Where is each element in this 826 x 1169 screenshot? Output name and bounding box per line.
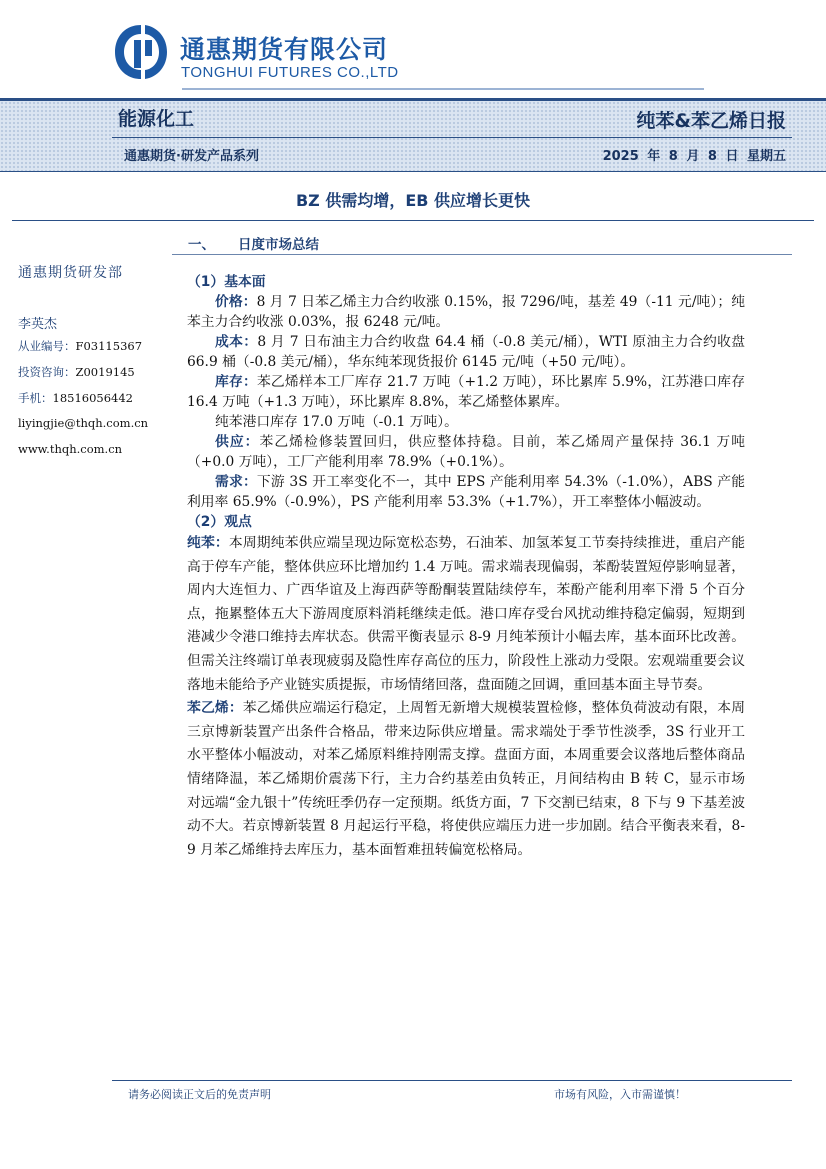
sidebar-phone bbox=[18, 390, 133, 406]
section-title-text: 日度市场总结 bbox=[238, 237, 319, 253]
section-title bbox=[188, 233, 319, 253]
sidebar-analyst: 李英杰 bbox=[18, 317, 58, 332]
cost-label: 成本： bbox=[215, 334, 258, 350]
bz-text: 本周期纯苯供应端呈现边际宽松态势，石油苯、加氢苯复工节奏持续推进，重启产能高于停车产能，整体供应环比增加约 1.4 万吨。需求端表现偏弱，苯酚装置短停影响显著，周内大连恒力、广西华谊及上海西萨等酚酮装置陆续停车，苯酚产能利用率下滑 5 个百分点，拖累整体五大下游周度原料消耗继续走低。港口库存受台风扰动维持稳定偏弱，短期到港减少令港口维持去库状态。供需平衡表显示 8-9 月纯苯预计小幅去库，基本面环比改善。但需关注终端订单表现疲弱及隐性库存高位的压力，阶段性上涨动力受限。宏观端重要会议落地未能给予产业链实质提振，市场情绪回落，盘面随之回调，重回基本面主导节奏。 bbox=[187, 535, 746, 693]
sidebar-website[interactable]: www.thqh.com.cn bbox=[18, 442, 123, 456]
report-headline: BZ 供需均增，EB 供应增长更快 bbox=[295, 191, 531, 210]
main-content bbox=[187, 272, 745, 862]
cost-text: 8 月 7 日布油主力合约收盘 64.4 桶（-0.8 美元/桶），WTI 原油主力合约收盘 66.9 桶（-0.8 美元/桶），华东纯苯现货报价 6145 元/吨（+50 元/吨）。 bbox=[187, 334, 745, 370]
sidebar-email[interactable]: liyingjie@thqh.com.cn bbox=[18, 416, 149, 430]
supply-text: 苯乙烯检修装置回归，供应整体持稳。目前，苯乙烯周产量保持 36.1 万吨（+0.0 万吨），工厂产能利用率 78.9%（+0.1%）。 bbox=[187, 434, 745, 470]
sidebar-department: 通惠期货研发部 bbox=[18, 265, 123, 281]
tonghui-logo-icon bbox=[112, 22, 170, 82]
supply-label: 供应： bbox=[215, 434, 260, 450]
footer-divider bbox=[112, 1080, 792, 1081]
eb-text: 苯乙烯供应端运行稳定，上周暂无新增大规模装置检修，整体负荷波动有限，本周三京博新装置产出条件合格品，带来边际供应增量。需求端处于季节性淡季，3S 行业开工水平整体小幅波动，对苯乙烯原料维持刚需支撑。盘面方面，本周重要会议落地后整体商品情绪降温，苯乙烯期价震荡下行，主力合约基差由负转正，月间结构由 B 转 C，显示市场对远端“金九银十”传统旺季仍存一定预期。纸货方面，7 下交割已结束，8 下与 9 下基差波动不大。若京博新装置 8 月起运行平稳，将使供应端压力进一步加剧。结合平衡表来看，8-9 月苯乙烯维持去库压力，基本面暂难扭转偏宽松格局。 bbox=[187, 700, 746, 858]
demand-paragraph bbox=[187, 472, 745, 512]
section-number: 一、 bbox=[188, 237, 215, 253]
inventory-paragraph-2: 纯苯港口库存 17.0 万吨（-0.1 万吨）。 bbox=[215, 414, 458, 430]
bz-label: 纯苯： bbox=[187, 535, 229, 551]
eb-view-paragraph bbox=[187, 697, 745, 862]
price-text: 8 月 7 日苯乙烯主力合约收涨 0.15%，报 7296/吨，基差 49（-11 元/吨）；纯苯主力合约收涨 0.03%，报 6248 元/吨。 bbox=[187, 294, 746, 330]
fundamentals-title: （1）基本面 bbox=[187, 274, 266, 290]
bz-view-paragraph bbox=[187, 532, 745, 697]
headline-divider bbox=[12, 220, 814, 221]
consult-value: Z0019145 bbox=[75, 365, 135, 379]
company-name-cn: 通惠期货有限公司 bbox=[180, 35, 389, 64]
sidebar-consult bbox=[18, 364, 135, 380]
sector-label: 能源化工 bbox=[118, 108, 195, 130]
logo-divider bbox=[182, 88, 704, 90]
banner-divider bbox=[112, 137, 792, 138]
report-name: 纯苯&苯乙烯日报 bbox=[636, 110, 786, 132]
demand-text: 下游 3S 开工率变化不一，其中 EPS 产能利用率 54.3%（-1.0%），ABS 产能利用率 65.9%（-0.9%），PS 产能利用率 53.3%（+1.7%），开工率整体小幅波动。 bbox=[187, 474, 746, 510]
section-divider bbox=[172, 254, 792, 255]
license-label: 从业编号： bbox=[18, 339, 76, 353]
series-label: 通惠期货·研发产品系列 bbox=[124, 149, 259, 164]
footer-risk-warning: 市场有风险，入市需谨慎！ bbox=[554, 1088, 686, 1101]
footer-disclaimer: 请务必阅读正文后的免责声明 bbox=[128, 1088, 271, 1101]
report-date: 2025 年 8 月 8 日 星期五 bbox=[602, 149, 786, 164]
price-label: 价格： bbox=[215, 294, 257, 310]
phone-value: 18516056442 bbox=[52, 391, 133, 405]
company-name-en: TONGHUI FUTURES CO.,LTD bbox=[181, 64, 399, 81]
eb-label: 苯乙烯： bbox=[187, 700, 243, 717]
inventory-label: 库存： bbox=[215, 374, 257, 390]
demand-label: 需求： bbox=[215, 474, 257, 490]
license-value: F03115367 bbox=[75, 339, 143, 353]
cost-paragraph bbox=[187, 332, 745, 372]
consult-label: 投资咨询： bbox=[18, 365, 76, 379]
price-paragraph bbox=[187, 292, 745, 332]
views-title: （2）观点 bbox=[187, 514, 252, 530]
inventory-text: 苯乙烯样本工厂库存 21.7 万吨（+1.2 万吨），环比累库 5.9%，江苏港口库存 16.4 万吨（+1.3 万吨），环比累库 8.8%，苯乙烯整体累库。 bbox=[187, 374, 745, 410]
inventory-paragraph bbox=[187, 372, 745, 412]
phone-label: 手机： bbox=[18, 391, 53, 405]
sidebar-license bbox=[18, 338, 142, 354]
supply-paragraph bbox=[187, 432, 745, 472]
